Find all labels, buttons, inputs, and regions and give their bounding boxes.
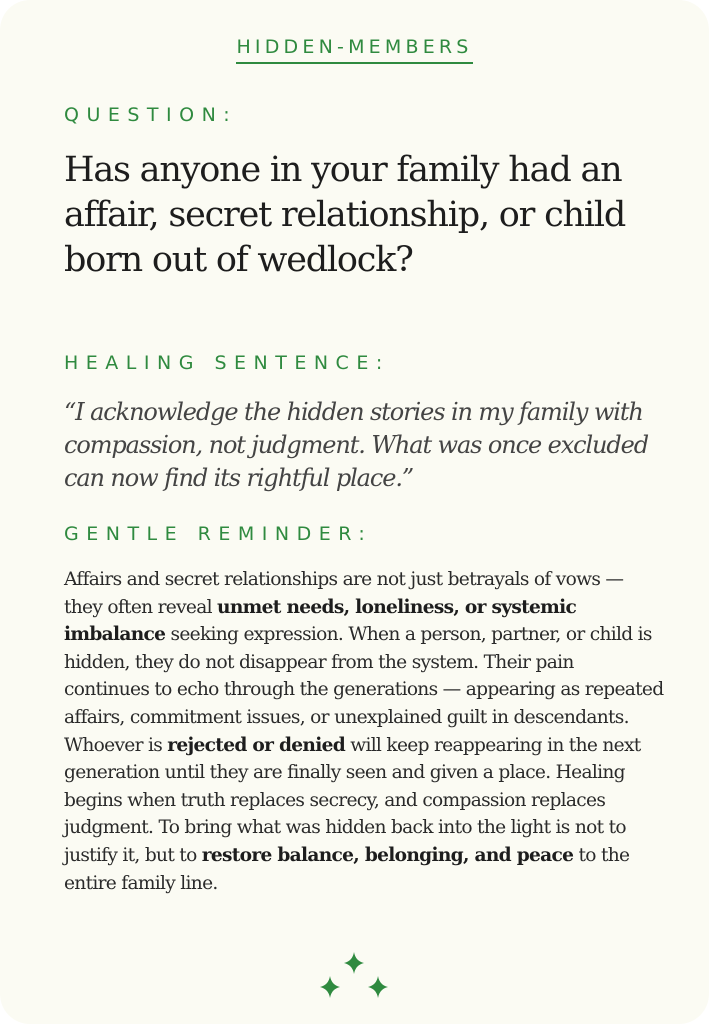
- healing-sentence-text: “I acknowledge the hidden stories in my family with compassion, not judgment. What was once excluded can now find its rightful place.”: [64, 398, 649, 492]
- question-text: Has anyone in your family had an affair, secret relationship, or child born out of wedlock?: [64, 150, 626, 280]
- gentle-reminder-text: [64, 566, 664, 897]
- question-heading: QUESTION:: [64, 104, 238, 126]
- gentle-reminder-heading: GENTLE REMINDER:: [64, 523, 373, 545]
- reminder-part-4: to the entire family line.: [64, 844, 630, 894]
- sparkles-icon: [318, 950, 394, 1002]
- reminder-emphasis-2: rejected or denied: [167, 734, 346, 756]
- sparkle-top-icon: [344, 952, 364, 974]
- reminder-emphasis-1: unmet needs, loneliness, or systemic imbalance: [64, 596, 577, 646]
- category-label: HIDDEN-MEMBERS: [236, 36, 472, 64]
- category-tag: [0, 36, 709, 64]
- sparkle-left-icon: [320, 976, 340, 998]
- reminder-emphasis-3: restore balance, belonging, and peace: [201, 844, 574, 866]
- sparkle-right-icon: [368, 976, 388, 998]
- reminder-part-3: will keep reappearing in the next generation until they are finally seen and given a place. Healing begins when truth replaces secrecy, and compassion replaces judgment. To bring what was hidden back into the light is not to justify it, but to: [64, 734, 641, 866]
- reminder-part-2: seeking expression. When a person, partner, or child is hidden, they do not disappear from the system. Their pain continues to echo through the generations — appearing as repeated affairs, commitment issues, or unexplained guilt in descendants. Whoever is: [64, 624, 664, 756]
- healing-sentence-heading: HEALING SENTENCE:: [64, 352, 390, 374]
- reminder-part-1: Affairs and secret relationships are not just betrayals of vows — they often reveal: [64, 569, 624, 618]
